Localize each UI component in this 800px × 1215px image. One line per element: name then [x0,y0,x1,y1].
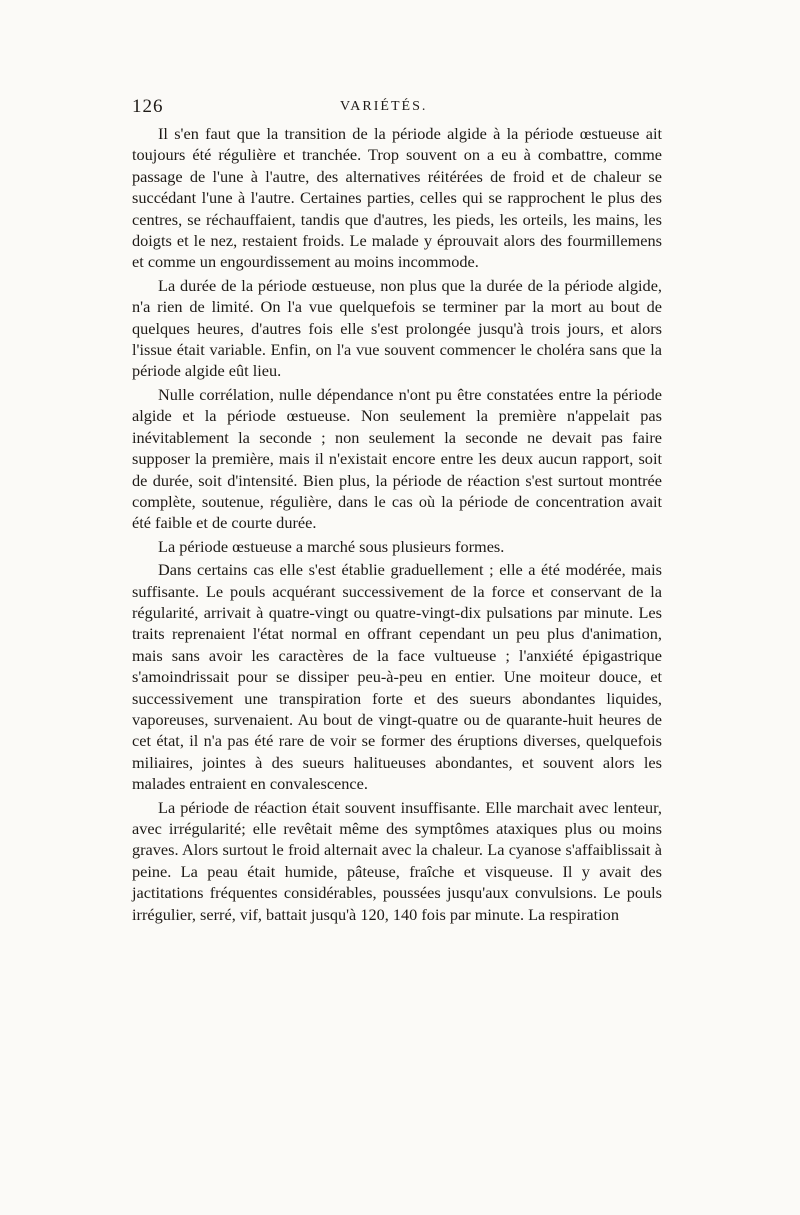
paragraph: La durée de la période œstueuse, non plus que la durée de la période algide, n'a rien de limité. On l'a vue quelquefois se terminer par la mort au bout de quelques heures, d'autres fois elle s'est prolongée jusqu'à trois jours, et alors l'issue était variable. Enfin, on l'a vue souvent commencer le choléra sans que la période algide eût lieu. [132,275,662,381]
paragraph: La période œstueuse a marché sous plusieurs formes. [158,536,505,556]
paragraph: Il s'en faut que la transition de la période algide à la période œstueuse ait toujours été régulière et tranchée. Trop souvent on a eu à combattre, comme passage de l'une à l'autre, des alternatives réitérées de froid et de chaleur se succédant l'une à l'autre. Certaines parties, celles qui se rapprochent le plus des centres, se réchauffaient, tandis que d'autres, les pieds, les orteils, les mains, les doigts et le nez, restaient froids. Le malade y éprouvait alors des fourmillemens et comme un engourdissement au moins incommode. [132,124,662,272]
paragraph: Dans certains cas elle s'est établie graduellement ; elle a été modérée, mais suffisante. Le pouls acquérant successivement de la force et conservant de la régularité, arrivait à quatre-vingt ou quatre-vingt-dix pulsations par minute. Les traits reprenaient l'état normal en offrant cependant un peu plus d'animation, mais sans avoir les caractères de la face vultueuse ; l'anxiété épigastrique s'amoindrissait pour se dissiper peu-à-peu en entier. Une moiteur douce, et successivement une transpiration forte et des sueurs abondantes liquides, vaporeuses, survenaient. Au bout de vingt-quatre ou de quarante-huit heures de cet état, il n'a pas été rare de voir se former des éruptions diverses, quelquefois miliaires, jointes à des sueurs halitueuses abondantes, et souvent alors les malades entraient en convalescence. [132,560,662,794]
body-text [132,123,662,927]
page-number: 126 [132,96,164,117]
page-header [132,96,662,126]
running-head: VARIÉTÉS. [340,99,428,114]
paragraph: Nulle corrélation, nulle dépendance n'ont pu être constatées entre la période algide et la période œstueuse. Non seulement la première n'appelait pas inévitablement la seconde ; non seulement la seconde ne devait pas faire supposer la première, mais il n'existait encore entre les deux aucun rapport, soit de durée, soit d'intensité. Bien plus, la période de réaction s'est surtout montrée complète, soutenue, régulière, dans le cas où la période de concentration avait été faible et de courte durée. [132,384,662,533]
paragraph: La période de réaction était souvent insuffisante. Elle marchait avec lenteur, avec irrégularité; elle revêtait même des symptômes ataxiques plus ou moins graves. Alors surtout le froid alternait avec la chaleur. La cyanose s'affaiblissait à peine. La peau était humide, pâteuse, fraîche et visqueuse. Il y avait des jactitations fréquentes considérables, poussées jusqu'aux convulsions. Le pouls irrégulier, serré, vif, battait jusqu'à 120, 140 fois par minute. La respiration [132,797,662,924]
